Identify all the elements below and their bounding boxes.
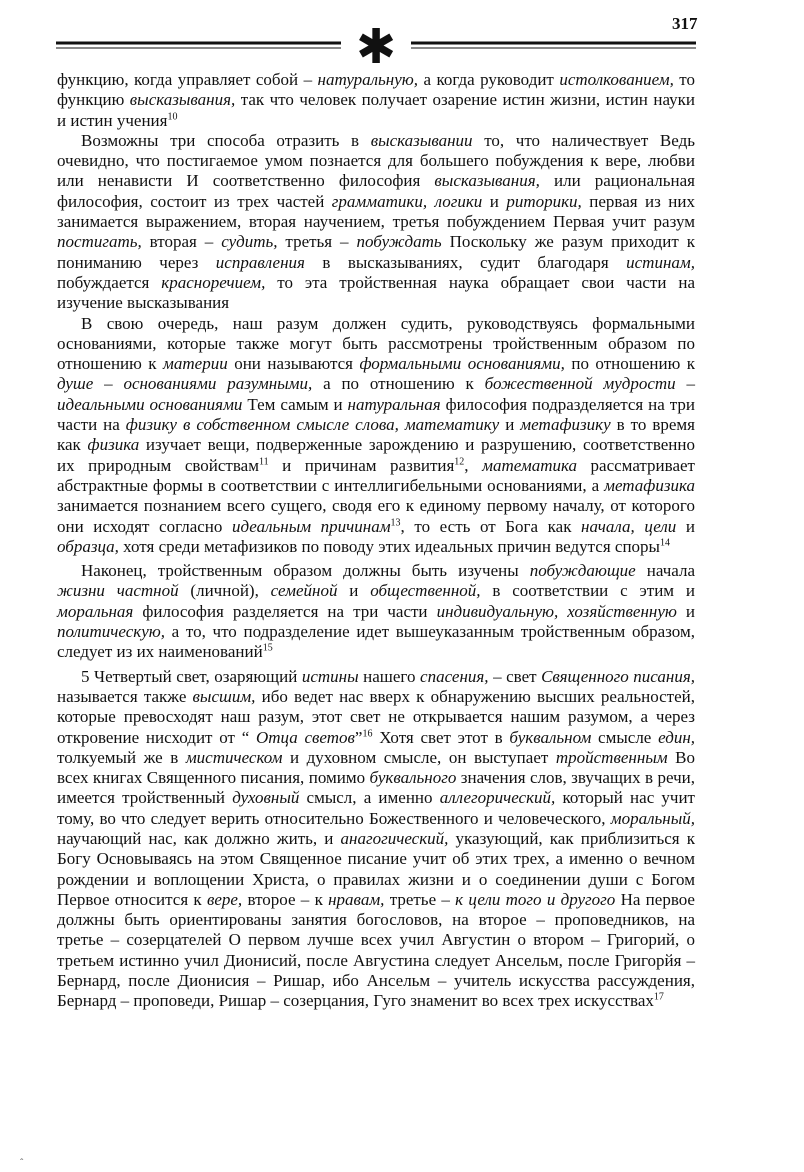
footnote-ref: 16 [362, 727, 373, 739]
italic-term: буквальном [509, 727, 592, 747]
header-ornament [56, 26, 696, 66]
italic-term: побуждающие [529, 561, 636, 581]
asterisk-ornament-icon: ✱ [355, 26, 397, 66]
footnote-ref: 14 [659, 537, 670, 549]
italic-term: буквального [369, 768, 457, 788]
footnote-ref: 11 [258, 455, 269, 467]
text-run: , [464, 455, 483, 475]
text-run: который нас учит тому, во что следует верить относительно Божественного и человеческого, [57, 788, 695, 828]
text-run: второе – к [242, 889, 329, 909]
text-run: третье – [384, 889, 456, 909]
text-run: ибо ведет нас вверх к обнаружению высших реальностей, которые превосходят наш разум, этот свет не открывается нашим разумом, а через откровение нисходит от “ [57, 686, 695, 747]
italic-term: истины [301, 666, 359, 686]
italic-term: начала, цели [581, 516, 677, 536]
italic-term: един, [658, 727, 696, 747]
italic-term: образца, [57, 536, 119, 556]
italic-term: грамматики, логики [331, 191, 483, 211]
italic-term: истинам, [626, 252, 695, 272]
italic-term: красноречием, [161, 272, 266, 292]
paragraph [57, 667, 695, 1012]
italic-term: судить, [221, 232, 278, 252]
italic-term: духовный [232, 788, 300, 808]
text-run: толкуемый же в [57, 747, 186, 767]
text-run: а по отношению к [312, 374, 485, 394]
italic-term: к цели того и другого [455, 889, 616, 909]
footnote-ref: 12 [454, 455, 465, 467]
text-run: , то есть от Бога как [400, 516, 582, 536]
italic-term: натуральная [347, 394, 441, 414]
text-run: изучает вещи, подверженные зарождению и разрушению, соответственно их природным свойствам [57, 435, 695, 475]
italic-term: высшим, [192, 686, 256, 706]
italic-term: общественной, [370, 581, 481, 601]
text-run: значения слов, звучащих в речи, имеется тройственный [57, 768, 695, 808]
footnote-ref: 13 [390, 516, 401, 528]
text-run: в соответствии с этим и [480, 581, 696, 601]
scan-mark: ˆ [20, 1158, 24, 1169]
text-run: На первое должны быть ориентированы занятия богословов, на второе – проповедников, на третье – созерцателей О первом лучше всех учил Августин о втором – Григорий, о третьем истинно учил Дионисий, после Августина следует Ансельм, после Григорйя – Бернард, после Дионисия – Ришар, ибо Ансельм – учитель искусства рассуждения, Бернард – проповеди, Ришар – созерцания, Гуго знаменит во всех трех искусствах [57, 889, 695, 1011]
italic-term: нравам, [328, 889, 385, 909]
page-number: 317 [672, 14, 698, 33]
text-run: называется также [57, 686, 193, 706]
text-run: или рациональная философия, состоит из трех частей [57, 171, 695, 211]
text-run: занимается познанием всего сущего, сводя его к единому первому началу, от которого они исходят согласно [57, 496, 695, 536]
text-run: ” [354, 727, 363, 747]
text-run: в высказываниях, судит благодаря [304, 252, 627, 272]
italic-term: Священного писания, [541, 666, 696, 686]
paragraph [57, 314, 695, 558]
text-run: третья – [277, 232, 357, 252]
text-run: смысле [591, 727, 659, 747]
italic-term: спасения, [420, 666, 489, 686]
text-run: рассматривает абстрактные формы в соответствии с интеллигибельными основаниями, а [57, 455, 695, 495]
italic-term: метафизику [520, 415, 611, 435]
italic-term: истолкованием, [559, 70, 674, 89]
italic-term: тройственным [555, 747, 668, 767]
italic-term: риторики, [506, 191, 582, 211]
text-run: то функцию [57, 70, 696, 110]
italic-term: высказывания, [434, 171, 540, 191]
italic-term: исправления [215, 252, 305, 272]
text-run: нашего [358, 666, 421, 686]
italic-term: мистическом [185, 747, 283, 767]
text-run: а когда руководит [418, 70, 560, 89]
italic-term: физика [87, 435, 140, 455]
paragraph [57, 70, 695, 131]
italic-term: высказывании [370, 130, 473, 150]
italic-term: анагогический, [340, 828, 449, 848]
text-run: философия подразделяется на три части на [57, 394, 695, 435]
text-run: Тем самым и [242, 394, 348, 414]
text-run: и [676, 516, 695, 536]
italic-term: метафизика [604, 475, 695, 495]
text-run: указующий, как приблизиться к Богу Основываясь на этом Священное писание учит об этих трех, а именно о вечном рождении и воплощении Христа, о правилах жизни и о соединении души с Богом Первое относится к [57, 828, 695, 909]
footnote-ref: 10 [167, 110, 178, 122]
italic-term: материи [163, 354, 228, 374]
text-run: так что человек получает озарение истин жизни, истин науки и истин учения [57, 90, 695, 130]
italic-term: моральный, [610, 808, 695, 828]
italic-term: высказывания, [129, 90, 236, 110]
footnote-ref: 15 [262, 642, 273, 654]
paragraph [57, 561, 695, 662]
text-run: в то время как [57, 415, 695, 455]
text-run: и причинам развития [268, 455, 455, 475]
text-run: то эта тройственная наука обращает свои части на изучение высказывания [57, 272, 695, 313]
italic-term: душе – основаниями разумными, [57, 374, 313, 394]
italic-term: политическую, [57, 622, 165, 642]
text-run: начала [635, 561, 695, 581]
paragraph [57, 131, 695, 314]
italic-term: моральная [57, 601, 134, 621]
text-run: и [482, 191, 507, 211]
text-run: – свет [488, 666, 542, 686]
text-run: первая из них занимается выражением, вторая научением, третья побуждением Первая учит разум [57, 191, 696, 232]
body-text [57, 70, 695, 1012]
italic-term: формальными основаниями, [359, 354, 565, 374]
text-run: а то, что подразделение идет вышеуказанным тройственным образом, следует из их наименований [57, 622, 695, 662]
text-run: и [676, 601, 695, 621]
text-run: (личной), [178, 581, 271, 601]
text-run: по отношению к [564, 354, 695, 374]
text-run: и [499, 415, 521, 435]
italic-term: математика [482, 455, 577, 475]
text-run: и [337, 581, 371, 601]
text-run: научающий нас, как должно жить, и [57, 828, 341, 848]
footnote-ref: 17 [653, 991, 664, 1003]
text-run: Возможны три способа отразить в [81, 130, 371, 150]
italic-term: божественной мудрости – идеальными основаниями [57, 374, 695, 414]
italic-term: побуждать [356, 232, 442, 252]
italic-term: вере, [206, 889, 243, 909]
text-run: Поскольку же разум приходит к пониманию через [57, 232, 696, 272]
text-run: побуждается [57, 272, 162, 292]
text-run: хотя среди метафизиков по поводу этих идеальных причин ведутся споры [118, 536, 660, 556]
text-run: то, что наличествует Ведь очевидно, что постигаемое умом познается для большего побуждения к вере, любви или ненависти И соответственно философия [57, 130, 695, 191]
text-run: Во всех книгах Священного писания, помимо [57, 747, 696, 788]
italic-term: натуральную, [317, 70, 419, 89]
text-run: функцию, когда управляет собой – [57, 70, 318, 89]
text-run: Наконец, тройственным образом должны быть изучены [81, 561, 530, 581]
italic-term: семейной [270, 581, 338, 601]
text-run: и духовном смысле, он выступает [282, 747, 556, 767]
text-run: Хотя свет этот в [372, 727, 510, 747]
italic-term: аллегорический, [439, 788, 556, 808]
italic-term: постигать, [57, 232, 142, 252]
text-run: они называются [227, 354, 360, 374]
italic-term: идеальным причинам [231, 516, 391, 536]
text-run: В свою очередь, наш разум должен судить, руководствуясь формальными основаниями, которые также могут быть рассмотрены тройственным образом по отношению к [57, 313, 695, 374]
text-run: смысл, а именно [299, 788, 440, 808]
italic-term: Отца светов [256, 727, 355, 747]
italic-term: жизни частной [57, 581, 179, 601]
text-run: 5 Четвертый свет, озаряющий [81, 666, 302, 686]
italic-term: индивидуальную, хозяйственную [436, 601, 677, 621]
italic-term: физику в собственном смысле слова, математику [125, 415, 500, 435]
text-run: философия разделяется на три части [133, 601, 437, 621]
text-run: вторая – [141, 232, 222, 252]
